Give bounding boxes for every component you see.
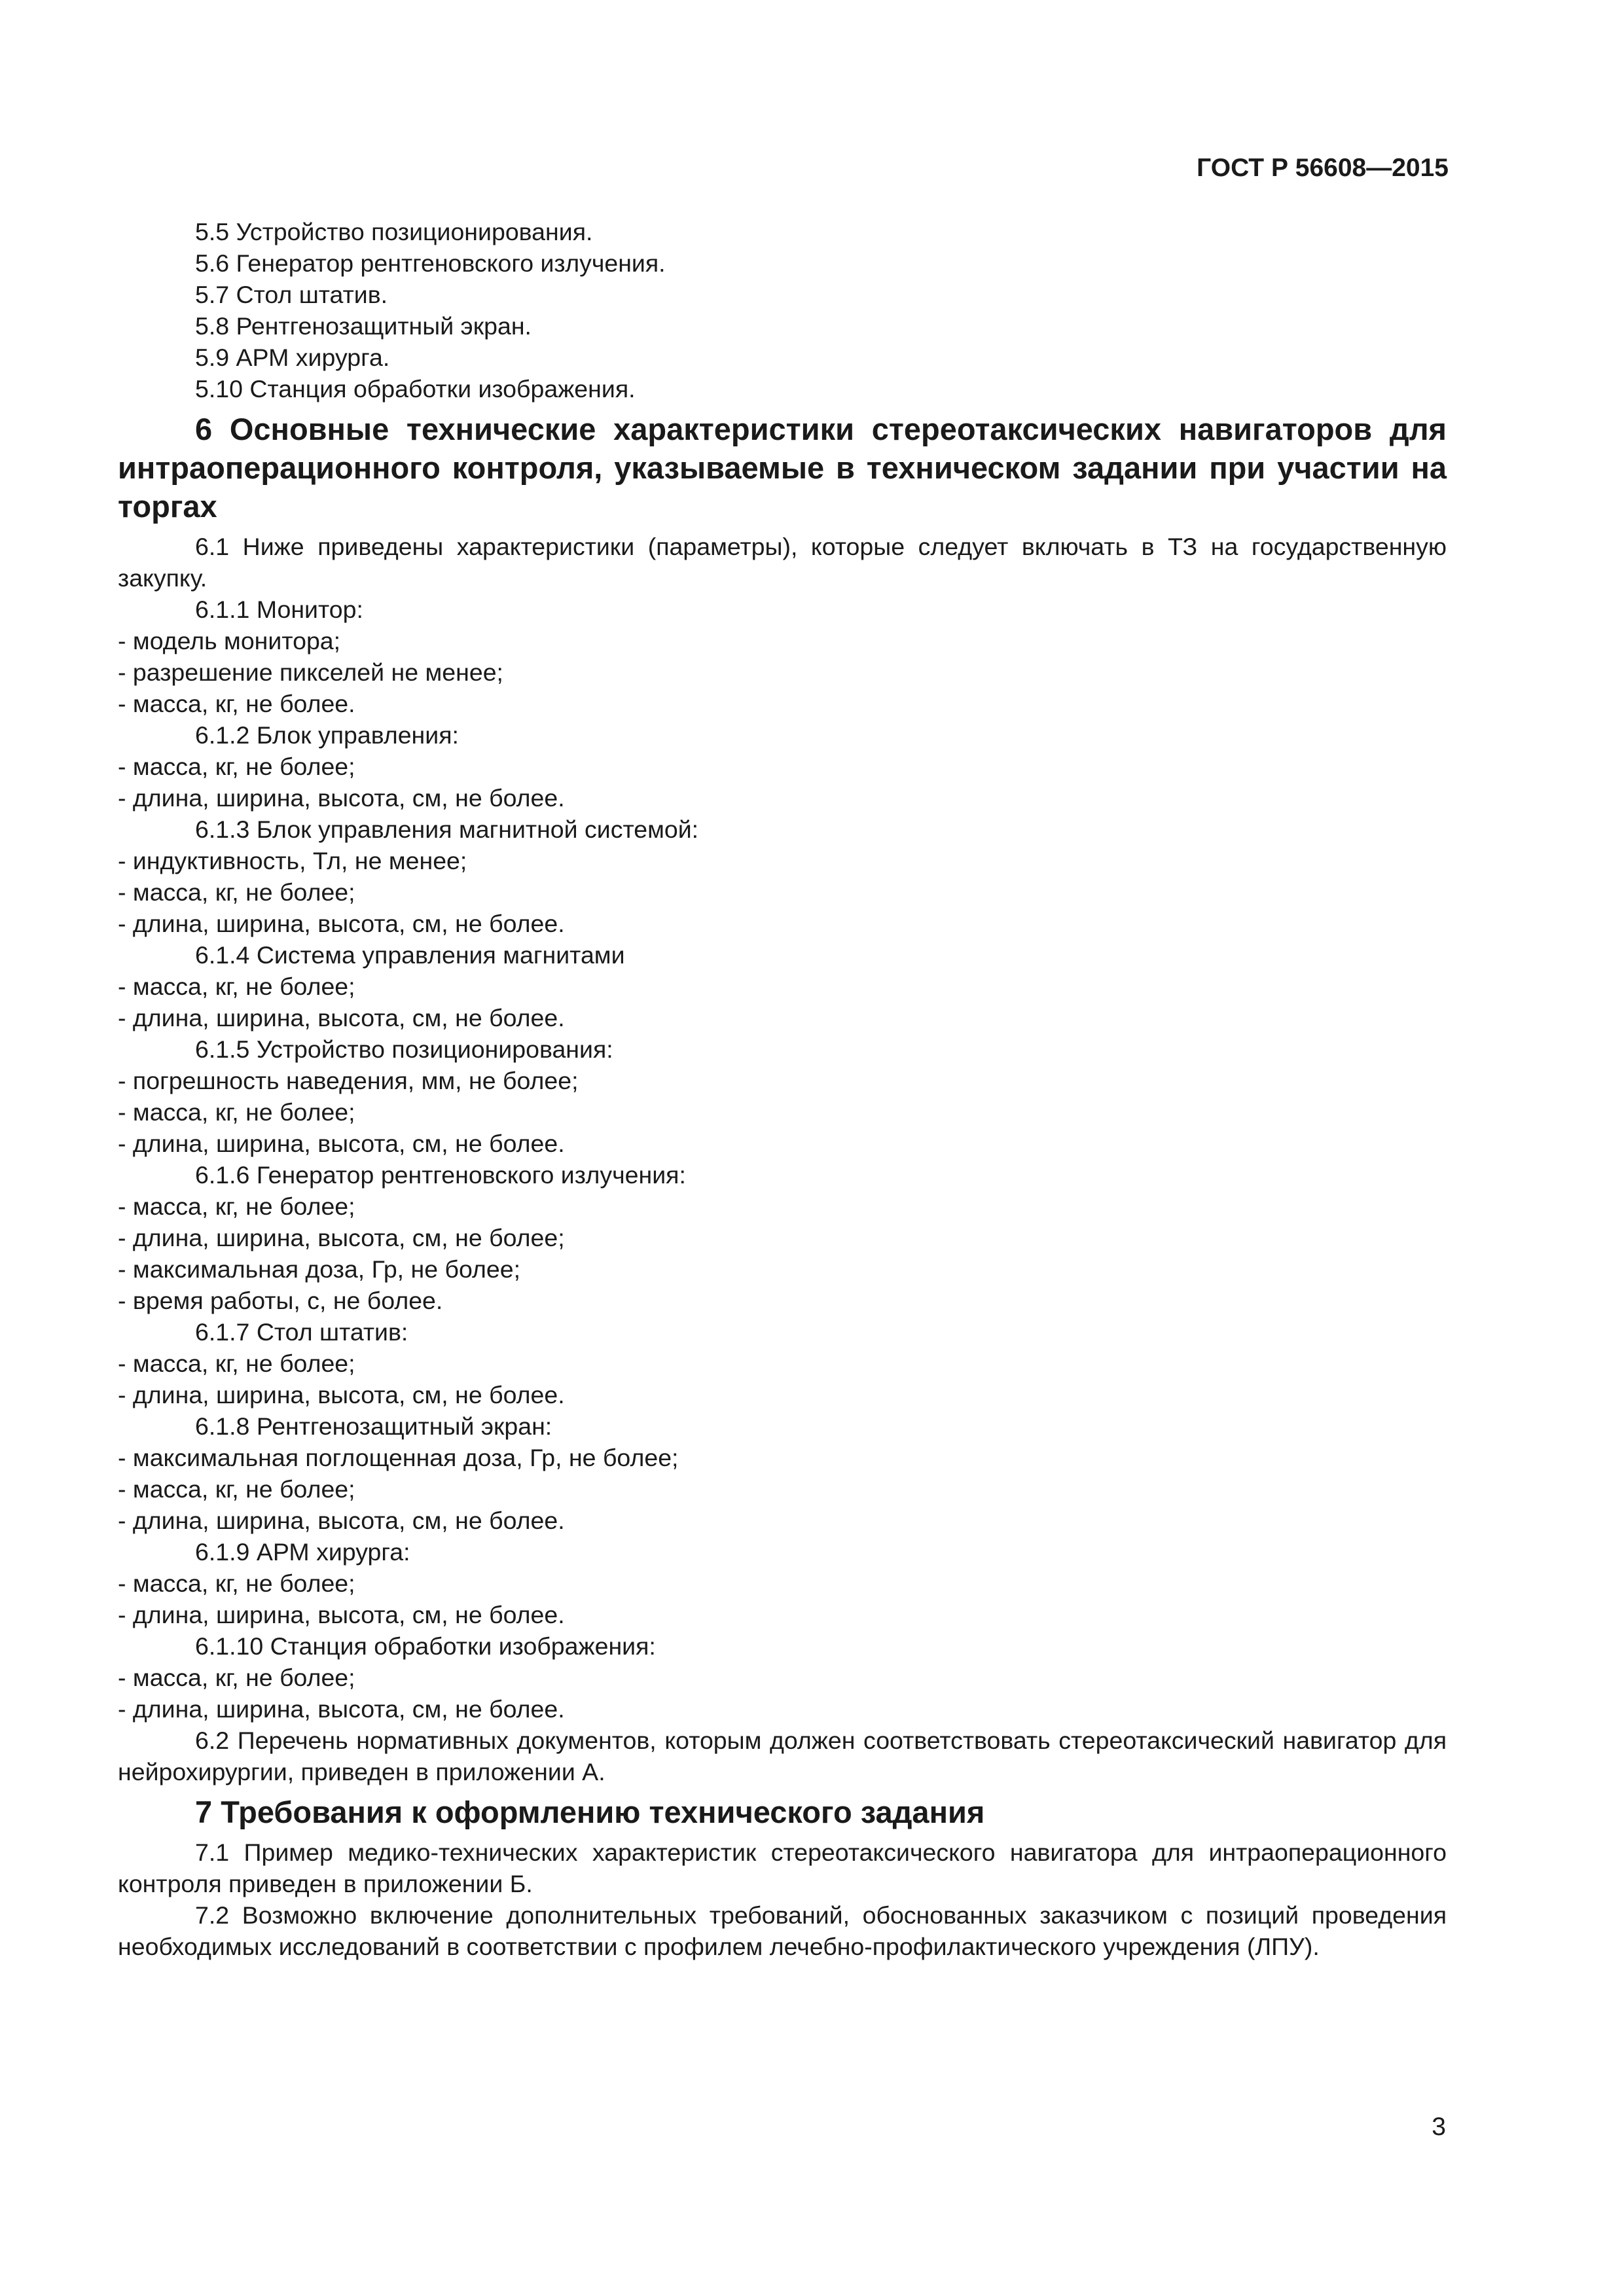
paragraph-7-1: 7.1 Пример медико-технических характеристик стереотаксического навигатора для интраоперационного контроля приведен в приложении Б. [118,1839,1447,1897]
page-number: 3 [1432,2113,1446,2141]
spec-line: - максимальная доза, Гр, не более; [118,1255,521,1283]
spec-group [118,1536,1447,1630]
spec-line: - максимальная поглощенная доза, Гр, не более; [118,1444,679,1471]
paragraph-6-1: 6.1 Ниже приведены характеристики (параметры), которые следует включать в ТЗ на государственную закупку. [118,533,1447,592]
spec-line: - масса, кг, не более. [118,690,355,717]
list-item: 5.8 Рентгенозащитный экран. [195,312,532,340]
spec-group [118,1159,1447,1316]
page-content [118,216,1447,1962]
spec-line: - масса, кг, не более; [118,753,355,780]
list-item: 5.7 Стол штатив. [195,281,388,308]
spec-line: - длина, ширина, высота, см, не более. [118,1004,565,1031]
spec-line: - масса, кг, не более; [118,1193,355,1220]
spec-group [118,1033,1447,1159]
document-code: ГОСТ Р 56608—2015 [1197,154,1449,182]
spec-line: - длина, ширина, высота, см, не более. [118,1507,565,1534]
spec-line: - длина, ширина, высота, см, не более. [118,1695,565,1723]
list-item: 5.6 Генератор рентгеновского излучения. [195,249,666,277]
section-5-list [118,216,1447,404]
spec-line: - масса, кг, не более; [118,1570,355,1597]
spec-group [118,719,1447,814]
paragraph-7-2: 7.2 Возможно включение дополнительных требований, обоснованных заказчиком с позиций проведения необходимых исследований в соответствии с профилем лечебно-профилактического учреждения (ЛПУ). [118,1901,1447,1960]
spec-line: - масса, кг, не более; [118,1350,355,1377]
spec-line: - масса, кг, не более; [118,878,355,906]
spec-line: - масса, кг, не более; [118,1098,355,1126]
spec-line: - длина, ширина, высота, см, не более; [118,1224,565,1251]
spec-line: - длина, ширина, высота, см, не более. [118,784,565,812]
section-6-items [118,594,1447,1725]
list-item: 5.5 Устройство позиционирования. [195,218,593,245]
section-6-heading: 6 Основные технические характеристики стереотаксических навигаторов для интраоперационного контроля, указываемые в техническом задании при участии на торгах [118,412,1447,524]
spec-group-label: 6.1.7 Стол штатив: [195,1318,408,1346]
spec-group-label: 6.1.2 Блок управления: [195,721,459,749]
paragraph-6-2: 6.2 Перечень нормативных документов, которым должен соответствовать стереотаксический навигатор для нейрохирургии, приведен в приложении А. [118,1727,1447,1785]
spec-line: - длина, ширина, высота, см, не более. [118,1601,565,1628]
spec-line: - разрешение пикселей не менее; [118,658,503,686]
list-item: 5.10 Станция обработки изображения. [195,375,636,403]
spec-group-label: 6.1.3 Блок управления магнитной системой: [195,816,699,843]
spec-group [118,814,1447,939]
list-item: 5.9 АРМ хирурга. [195,344,390,371]
spec-line: - длина, ширина, высота, см, не более. [118,910,565,937]
spec-group-label: 6.1.1 Монитор: [195,596,363,623]
spec-group-label: 6.1.9 АРМ хирурга: [195,1538,410,1566]
spec-group [118,939,1447,1033]
spec-group-label: 6.1.6 Генератор рентгеновского излучения: [195,1161,686,1189]
spec-line: - длина, ширина, высота, см, не более. [118,1381,565,1408]
spec-line: - модель монитора; [118,627,341,655]
spec-group [118,1316,1447,1410]
spec-group-label: 6.1.5 Устройство позиционирования: [195,1035,613,1063]
spec-line: - длина, ширина, высота, см, не более. [118,1130,565,1157]
spec-group-label: 6.1.10 Станция обработки изображения: [195,1632,656,1660]
spec-group [118,1630,1447,1725]
spec-line: - время работы, с, не более. [118,1287,443,1314]
spec-group-label: 6.1.8 Рентгенозащитный экран: [195,1412,552,1440]
section-7-heading: 7 Требования к оформлению технического задания [195,1795,985,1829]
spec-line: - масса, кг, не более; [118,973,355,1000]
spec-line: - индуктивность, Тл, не менее; [118,847,467,874]
spec-group [118,1410,1447,1536]
spec-line: - погрешность наведения, мм, не более; [118,1067,579,1094]
spec-line: - масса, кг, не более; [118,1475,355,1503]
spec-group [118,594,1447,719]
spec-group-label: 6.1.4 Система управления магнитами [195,941,625,969]
spec-line: - масса, кг, не более; [118,1664,355,1691]
